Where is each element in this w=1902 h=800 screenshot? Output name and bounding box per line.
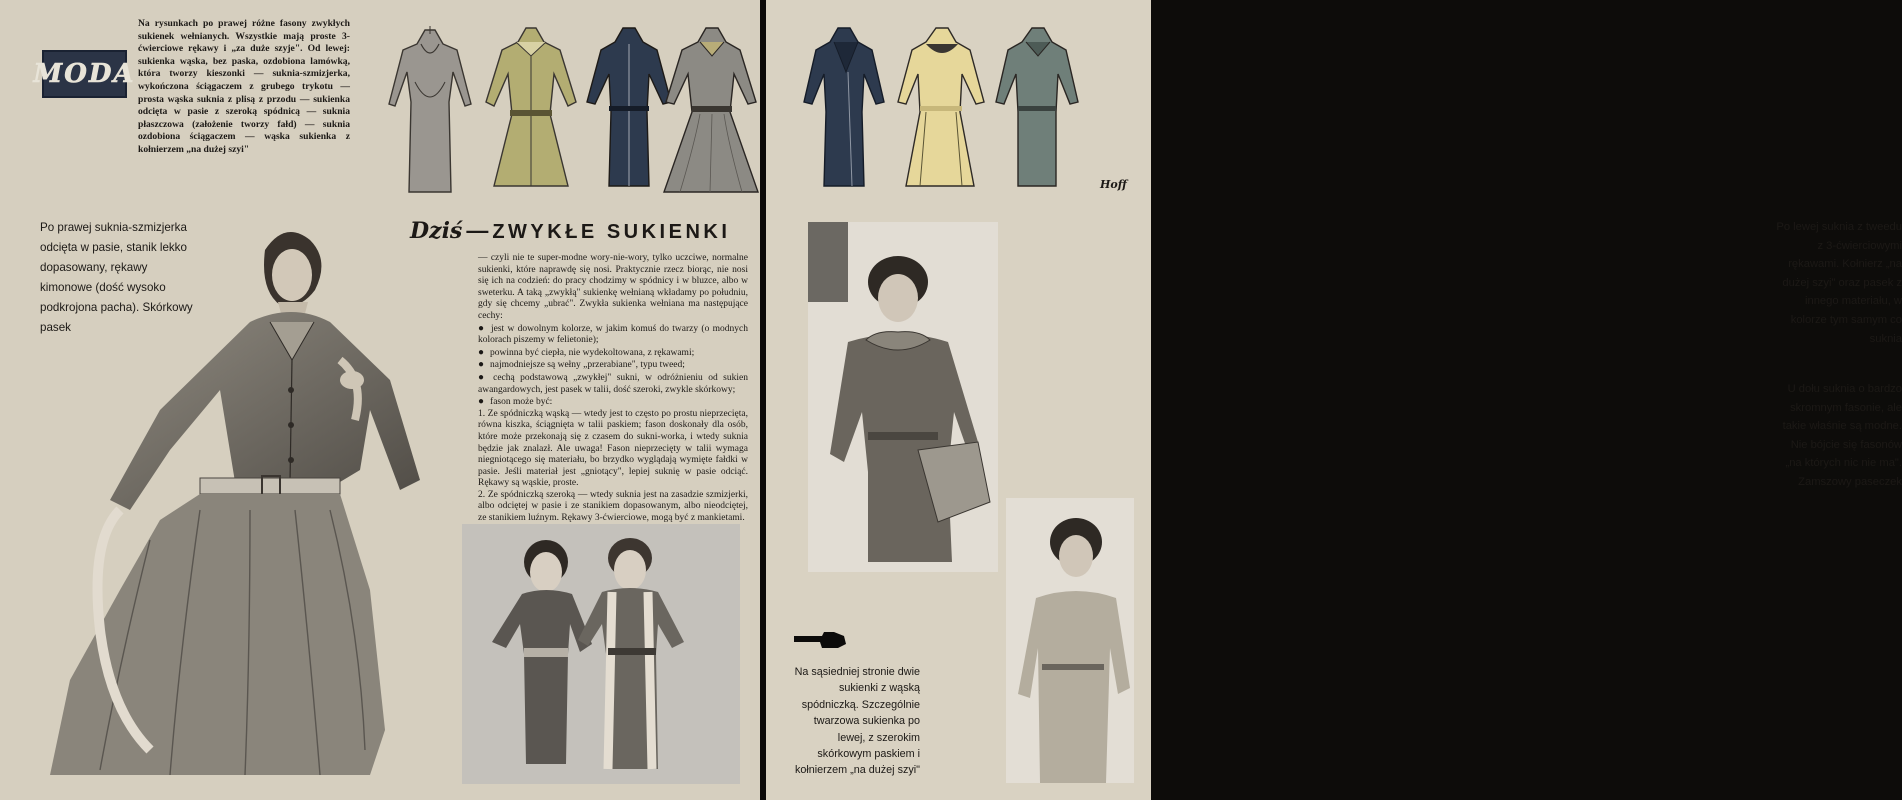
article-bullet: ● cechą podstawową „zwykłej" sukni, w odróżnieniu od sukien awangardowych, jest pasek w talii, dość szeroki, zwykle skórkowy; — [478, 372, 748, 396]
dress-sketch-6 — [896, 22, 986, 192]
pointing-hand-icon — [792, 628, 848, 650]
article-bullet: ● najmodniejsze są wełny „przerabiane", typu tweed; — [478, 359, 748, 372]
heading-dzis: Dziś — [410, 218, 463, 244]
intro-text: Na rysunkach po prawej różne fasony zwykłych sukienek wełnianych. Wszystkie mają proste 3-ćwierciowe rękawy i „za duże szyje". Od lewej: sukienka wąska, bez paska, ozdobiona lamówką, która tworzy kieszonki — suknia-szmizjerka, wykończona ściągaczem z grubego trykotu — prosta wąska suknia z plisą z przodu — sukienka odcięta w pasie z szeroką spódnicą — suknia płaszczowa (założenie tworzy fałd) — suknia ozdobiona ściągaczem — wąska sukienka z kołnierzem „na dużej szyi" — [138, 18, 350, 155]
left-page — [0, 0, 760, 800]
dress-sketch-5 — [802, 22, 886, 192]
article-body — [478, 253, 748, 525]
dress-sketch-7 — [994, 22, 1080, 192]
article-intro: — czyli nie te super-modne wory-nie-wory, tylko uczciwe, normalne sukienki, które naprawdę się nosi. Praktycznie rzecz biorąc, nie nosi się ich na codzień: do pracy chodzimy w spódnicy i w bluzce, albo w sweterku. A taką „zwykłą" sukienkę wełnianą wkładamy po południu, gdy się chcemy „ubrać". Zwykła sukienka wełniana ma następujące cechy: — [478, 253, 748, 321]
photo-two-dresses — [462, 524, 740, 784]
illustrator-signature: Hoff — [1100, 178, 1127, 191]
dress-sketch-4 — [660, 22, 760, 197]
caption-modest: U dołu suknia o bardzo skromnym fasonie, ale takie właśnie są modne. Nie bójcie się fasonów „na których nic nie ma". Zamszowy paseczek — [1782, 383, 1902, 488]
photo-shirtwaist-dress — [30, 210, 445, 780]
right-page — [766, 0, 1902, 800]
article-heading — [410, 218, 750, 244]
dress-sketch-2 — [482, 22, 580, 192]
photo-modest-dress — [1006, 498, 1134, 783]
moda-logo-text: MODA — [33, 59, 136, 89]
article-point-2: 2. Ze spódniczką szeroką — wtedy suknia jest na zasadzie szmizjerki, albo odciętej w pasie i ze stanikiem dopasowanym, albo nieodciętej, ze stanikiem luźnym. Rękawy 3-ćwierciowe, mogą być z mankietami. — [478, 489, 748, 524]
photo-tweed-dress — [808, 222, 998, 572]
article-bullet: ● powinna być ciepła, nie wydekoltowana, z rękawami; — [478, 347, 748, 360]
dress-sketch-1 — [385, 22, 475, 197]
left-caption: Po prawej suknia-szmizjerka odcięta w pasie, stanik lekko dopasowany, rękawy kimonowe (dość wysoko podkrojona pacha). Skórkowy pasek — [40, 221, 193, 334]
caption-tweed: Po lewej suknia z tweedu z 3-ćwierciowymi rękawami. Kołnierz „na dużej szyi" oraz pasek z innego materiału, w kolorze tym samym co suknia — [1776, 221, 1902, 345]
article-bullet: ● jest w dowolnym kolorze, w jakim komuś do twarzy (o modnych kolorach piszemy w felietonie); — [478, 323, 748, 347]
heading-dash: — — [466, 218, 489, 243]
moda-logo — [33, 50, 136, 98]
article-point-1: 1. Ze spódniczką wąską — wtedy jest to często po prostu nieprzecięta, równa kiszka, ściągnięta w talii paskiem; fason doskonały dla osób, które może przekonają się z czasem do sukni-worka, i wtedy suknia będzie jak znalazł. Ale uwaga! Fason nieprzecięty w talii wymaga niegniotącego się materiału, bo brzydko wyglądają wymięte fałdki w pasie. Jeśli materiał jest „gniotący", lepiej suknię w pasie odciąć. Rękawy są wąskie, proste. — [478, 408, 748, 489]
heading-title: ZWYKŁE SUKIENKI — [492, 221, 731, 243]
article-bullet: ● fason może być: — [478, 396, 748, 409]
caption-neighbour: Na sąsiedniej stronie dwie sukienki z wąską spódniczką. Szczególnie twarzowa sukienka po lewej, z szerokim skórkowym paskiem i kołnierzem „na dużej szyi" — [794, 666, 920, 777]
